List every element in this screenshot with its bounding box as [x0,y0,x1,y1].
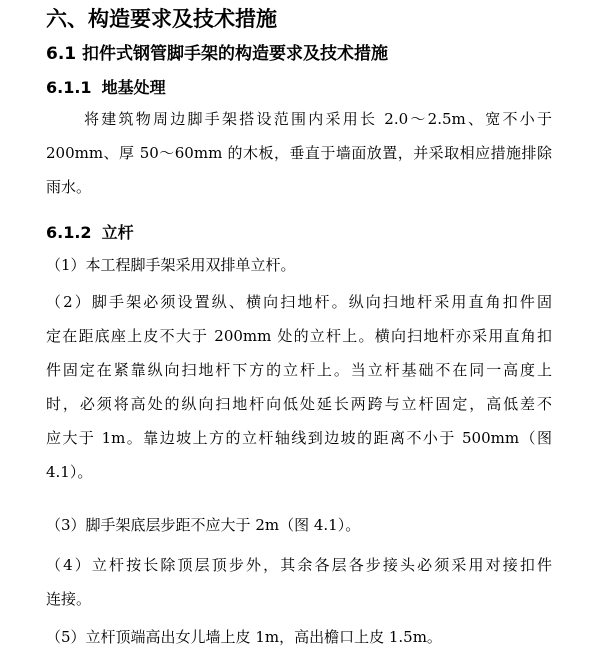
foundation-paragraph [46,102,552,204]
poles-item-3 [46,508,552,542]
list-item-line: 应大于 1m。靠边坡上方的立杆轴线到边坡的距离不小于 500mm（图 [46,429,552,447]
section-title: 六、构造要求及技术措施 [46,7,277,31]
list-item-line: 件固定在紧靠纵向扫地杆下方的立杆上。当立杆基础不在同一高度上 [46,361,552,379]
poles-item-4 [46,548,552,616]
list-item: （3）脚手架底层步距不应大于 2m（图 4.1）。 [46,516,361,534]
list-item: （5）立杆顶端高出女儿墙上皮 1m，高出檐口上皮 1.5m。 [46,628,442,646]
poles-heading [46,221,134,245]
list-item: （4）立杆按长除顶层顶步外，其余各层各步接头必须采用对接扣件 [46,556,552,574]
foundation-title: 地基处理 [101,78,166,97]
list-item-line: 时，必须将高处的纵向扫地杆向低处延长两跨与立杆固定，高低差不 [46,395,552,413]
poles-item-2 [46,285,552,489]
subsection-heading [46,42,388,66]
list-item: （1）本工程脚手架采用双排单立杆。 [46,256,296,274]
subsection-title: 扣件式钢管脚手架的构造要求及技术措施 [82,44,389,64]
paragraph-line: 雨水。 [46,178,92,196]
list-item-line: 4.1）。 [46,463,93,481]
poles-item-5 [46,620,552,654]
list-item: （2）脚手架必须设置纵、横向扫地杆。纵向扫地杆采用直角扣件固 [46,293,552,311]
poles-title: 立杆 [101,223,134,242]
foundation-number: 6.1.1 [46,78,92,97]
subsection-number: 6.1 [46,44,77,64]
paragraph-line: 200mm、厚 50～60mm 的木板，垂直于墙面放置，并采取相应措施排除 [46,144,552,162]
poles-number: 6.1.2 [46,223,92,242]
list-item-line: 定在距底座上皮不大于 200mm 处的立杆上。横向扫地杆亦采用直角扣 [46,327,552,345]
poles-item-1 [46,248,552,282]
list-item-line: 连接。 [46,590,92,608]
paragraph-line: 将建筑物周边脚手架搭设范围内采用长 2.0～2.5m、宽不小于 [84,110,552,128]
foundation-heading [46,76,166,100]
